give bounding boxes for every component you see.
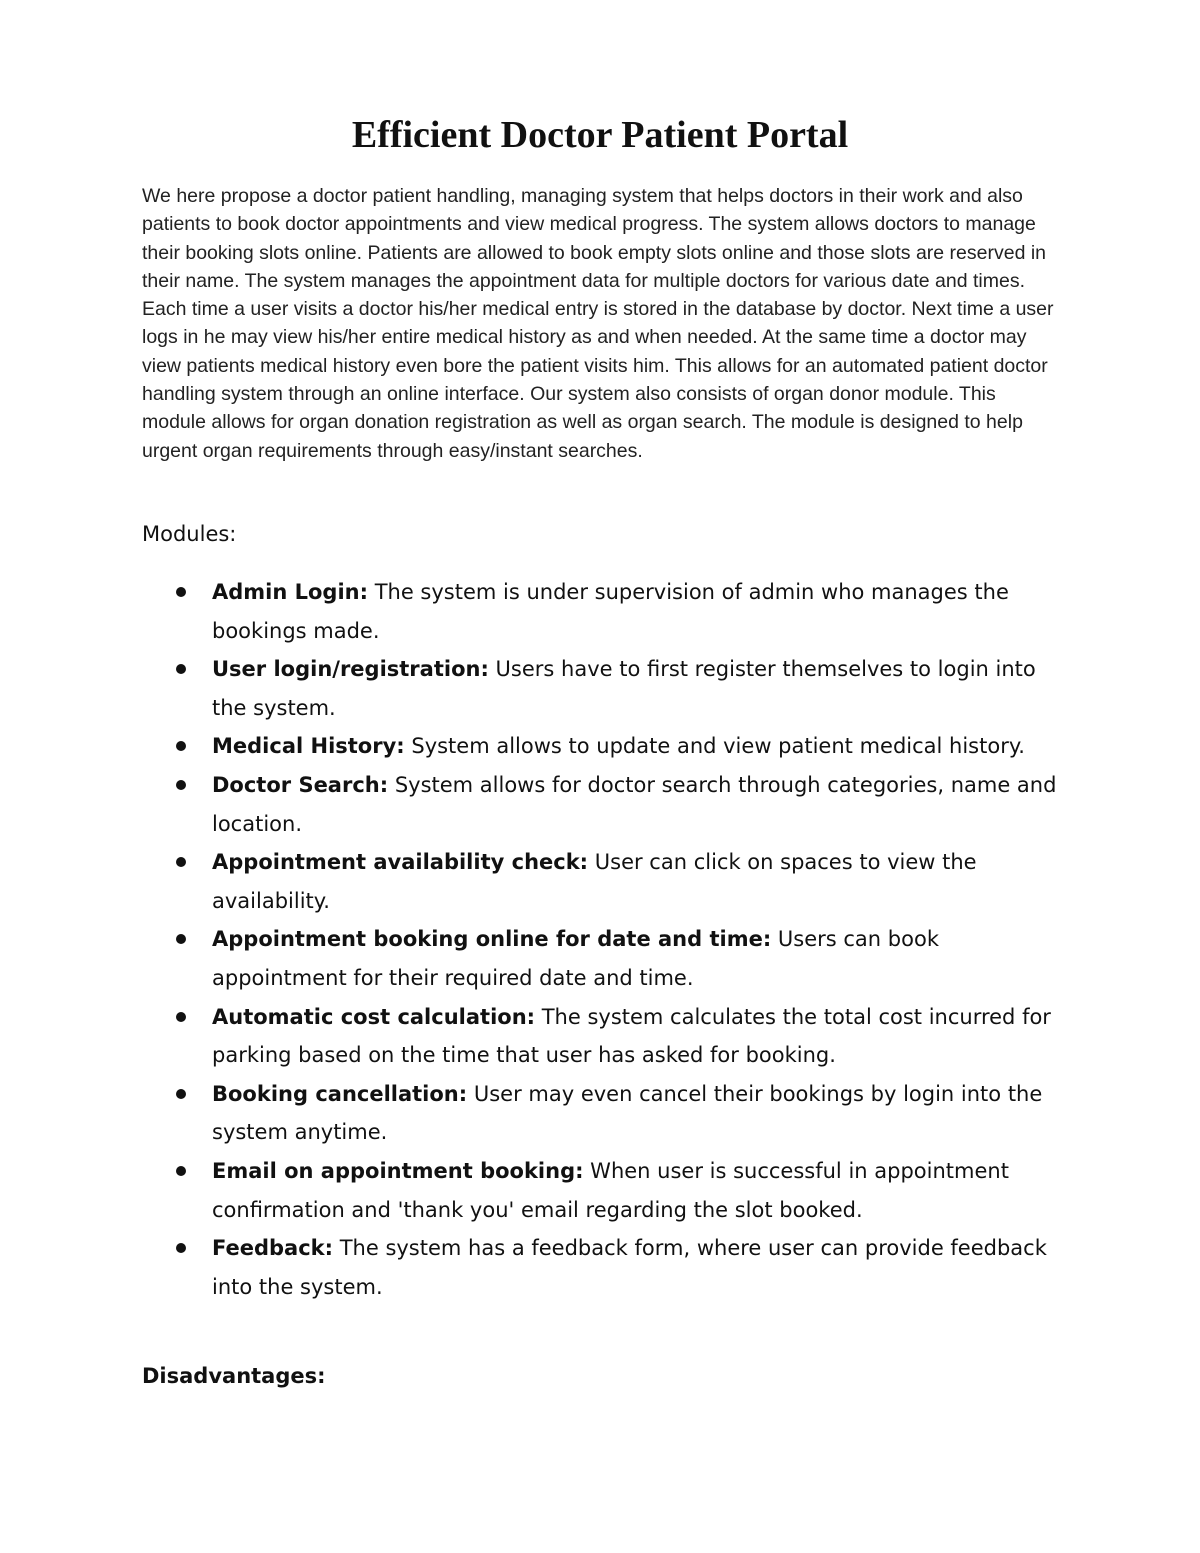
- modules-list: [0, 573, 1200, 1306]
- module-item-appointment-booking: [0, 920, 1072, 997]
- module-name: Appointment availability check:: [212, 850, 589, 875]
- bullet-icon: [176, 934, 186, 944]
- module-item-email-booking: [0, 1152, 1072, 1229]
- module-item-medical-history: [0, 727, 1072, 766]
- module-description: The system has a feedback form, where user can provide feedback into the system.: [212, 1236, 1047, 1299]
- bullet-icon: [176, 1166, 186, 1176]
- bullet-icon: [176, 741, 186, 751]
- module-description: The system calculates the total cost incurred for parking based on the time that user has asked for booking.: [212, 1004, 1051, 1068]
- module-name: Admin Login:: [212, 580, 369, 604]
- module-name: Appointment booking online for date and time:: [212, 927, 772, 952]
- module-description: System allows for doctor search through categories, name and location.: [212, 772, 1057, 836]
- module-item-booking-cancellation: [0, 1075, 1072, 1152]
- module-description: System allows to update and view patient medical history.: [404, 734, 1025, 759]
- module-item-user-login: [0, 650, 1072, 727]
- module-name: Email on appointment booking:: [212, 1158, 584, 1183]
- module-description: User may even cancel their bookings by login into the system anytime.: [212, 1081, 1043, 1145]
- module-description: When user is successful in appointment confirmation and 'thank you' email regarding the slot booked.: [212, 1158, 1009, 1222]
- module-item-availability-check: [0, 843, 1072, 920]
- bullet-icon: [176, 857, 186, 867]
- module-name: Booking cancellation:: [212, 1081, 468, 1106]
- bullet-icon: [176, 780, 186, 790]
- module-item-doctor-search: [0, 766, 1072, 843]
- bullet-icon: [176, 664, 186, 674]
- module-item-admin-login: [0, 573, 1072, 650]
- bullet-icon: [176, 587, 186, 597]
- module-name: User login/registration:: [212, 657, 489, 682]
- module-item-cost-calculation: [0, 998, 1072, 1075]
- module-description: Users have to first register themselves to login into the system.: [212, 657, 1036, 720]
- module-description: Users can book appointment for their required date and time.: [212, 927, 939, 990]
- disadvantages-heading: Disadvantages:: [142, 1364, 326, 1388]
- module-description: The system is under supervision of admin who manages the bookings made.: [212, 580, 1009, 643]
- bullet-icon: [176, 1012, 186, 1022]
- module-name: Doctor Search:: [212, 772, 389, 797]
- module-description: User can click on spaces to view the availability.: [212, 850, 977, 913]
- modules-heading: Modules:: [142, 522, 237, 546]
- intro-paragraph: We here propose a doctor patient handling, managing system that helps doctors in their work and also patients to book doctor appointments and view medical progress. The system allows doctors to manage their booking slots online. Patients are allowed to book empty slots online and those slots are reserved in their name. The system manages the appointment data for multiple doctors for various date and times. Each time a user visits a doctor his/her medical entry is stored in the database by doctor. Next time a user logs in he may view his/her entire medical history as and when needed. At the same time a doctor may view patients medical history even bore the patient visits him. This allows for an automated patient doctor handling system through an online interface. Our system also consists of organ donor module. This module allows for organ donation registration as well as organ search. The module is designed to help urgent organ requirements through easy/instant searches.: [142, 185, 1054, 462]
- bullet-icon: [176, 1243, 186, 1253]
- module-name: Medical History:: [212, 734, 405, 759]
- document-title: Efficient Doctor Patient Portal: [351, 114, 849, 156]
- module-name: Feedback:: [212, 1236, 334, 1261]
- module-name: Automatic cost calculation:: [212, 1004, 536, 1029]
- bullet-icon: [176, 1089, 186, 1099]
- module-item-feedback: [0, 1229, 1072, 1306]
